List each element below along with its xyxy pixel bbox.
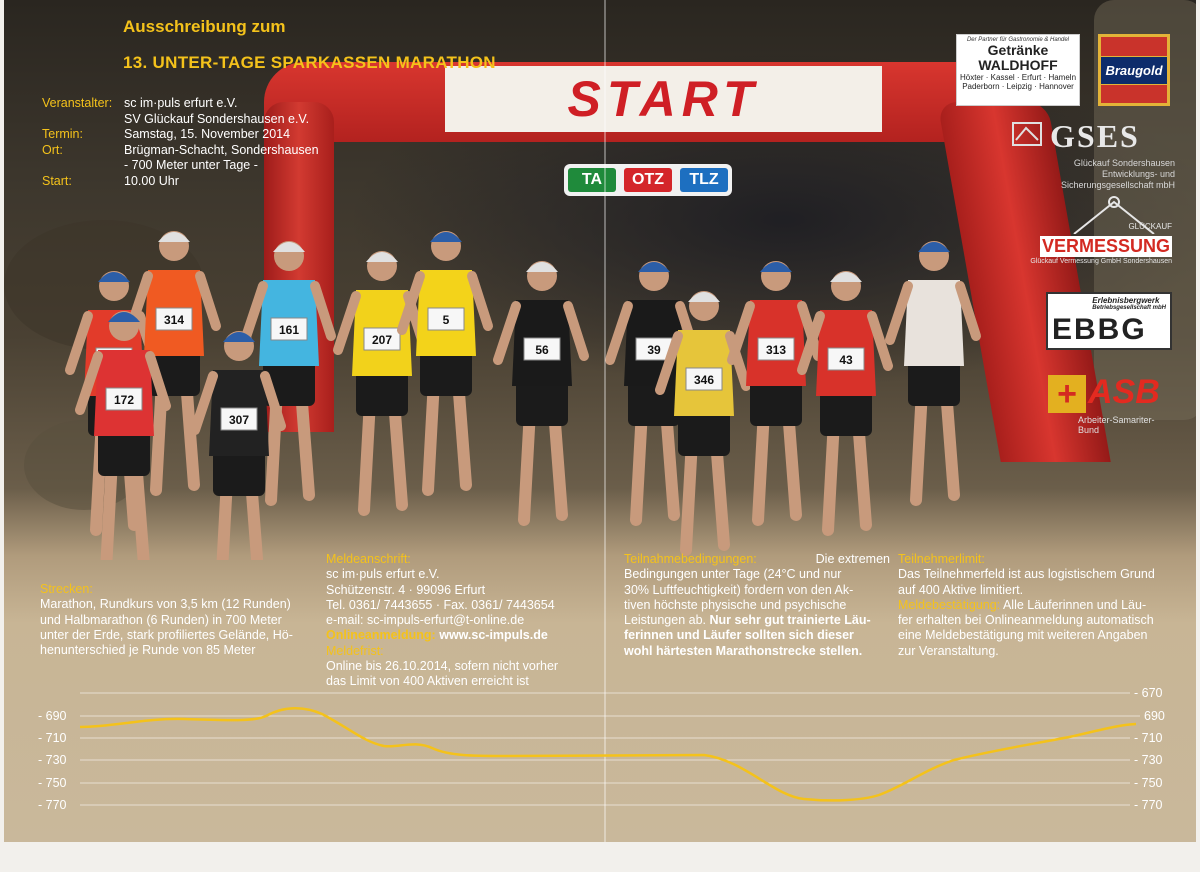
strecken-line: henunterschied je Runde von 85 Meter bbox=[40, 643, 256, 658]
info-value: 10.00 Uhr bbox=[124, 173, 179, 188]
runner-leg bbox=[758, 410, 764, 520]
limit-line: Das Teilnehmerfeld ist aus logistischem Grund bbox=[898, 567, 1155, 582]
runner-arm bbox=[498, 306, 516, 360]
melde-line: sc im·puls erfurt e.V. bbox=[326, 567, 440, 582]
ebbg-logo bbox=[1046, 292, 1172, 350]
online-label: Onlineanmeldung: bbox=[326, 628, 436, 643]
info-key: Start: bbox=[42, 173, 72, 188]
left-tick: - 750 bbox=[38, 776, 67, 790]
strecken-line: Marathon, Rundkurs von 3,5 km (12 Runden) bbox=[40, 597, 291, 612]
asb-sub: Arbeiter-Samariter-Bund bbox=[1078, 415, 1155, 435]
teilnahme-line: 30% Luftfeuchtigkeit) fordern von den Ak- bbox=[624, 582, 854, 597]
helmet-icon bbox=[430, 232, 462, 242]
tlz-logo: TLZ bbox=[680, 168, 728, 192]
teilnahme-heading: Teilnahmebedingungen: bbox=[624, 552, 757, 566]
confirm-heading: Meldebestätigung: bbox=[898, 597, 1001, 612]
race-bib-number: 307 bbox=[228, 413, 250, 427]
waldhoff-cities: Paderborn · Leipzig · Hannover bbox=[962, 82, 1074, 91]
right-tick: - 670 bbox=[1134, 686, 1163, 700]
runner bbox=[402, 231, 488, 490]
race-bib-number: 161 bbox=[278, 323, 300, 337]
frist-line: Online bis 26.10.2014, sofern nicht vorher bbox=[326, 659, 559, 674]
helmet-icon bbox=[526, 262, 558, 272]
helmet-icon bbox=[158, 232, 190, 242]
gses-logo bbox=[1010, 118, 1175, 188]
helmet-icon bbox=[760, 262, 792, 272]
melde-line: Tel. 0361/ 7443655 · Fax. 0361/ 7443654 bbox=[326, 597, 555, 612]
runner-arm bbox=[610, 306, 628, 360]
runner-arm bbox=[568, 306, 584, 356]
elevation-gridlines bbox=[80, 693, 1140, 805]
teilnahme-line: tiven höchste physische und psychische bbox=[624, 597, 847, 612]
runner-shirt bbox=[904, 280, 964, 366]
runner-leg bbox=[686, 440, 692, 550]
waldhoff-logo bbox=[956, 34, 1080, 106]
fold-crease bbox=[604, 0, 606, 842]
gses-sub bbox=[1010, 158, 1175, 191]
frist-line: das Limit von 400 Aktiven erreicht ist bbox=[326, 674, 529, 689]
runner-leg bbox=[636, 410, 642, 520]
right-tick: - 730 bbox=[1134, 753, 1163, 767]
info-organizer bbox=[42, 96, 319, 127]
section-teilnahme bbox=[624, 552, 890, 659]
runner-arm bbox=[70, 316, 88, 370]
start-label: START bbox=[567, 71, 760, 127]
ta-logo: TA bbox=[568, 168, 616, 192]
melde-line: Schützenstr. 4 · 99096 Erfurt bbox=[326, 582, 486, 597]
race-bib-number: 56 bbox=[535, 343, 549, 357]
info-date bbox=[42, 127, 319, 143]
runner bbox=[498, 261, 584, 520]
race-bib-number: 5 bbox=[442, 313, 450, 327]
strecken-heading: Strecken: bbox=[40, 582, 93, 596]
teilnahme-bold: ferinnen und Läufer sollten sich dieser bbox=[624, 628, 854, 643]
teilnahme-line: Leistungen ab. bbox=[624, 613, 707, 628]
confirm-line: fer erhalten bei Onlineanmeldung automatisch bbox=[898, 613, 1154, 628]
elevation-line bbox=[80, 708, 1136, 800]
gses-icon bbox=[1012, 122, 1042, 146]
melde-heading: Meldeanschrift: bbox=[326, 552, 411, 566]
online-url-link[interactable]: www.sc-impuls.de bbox=[439, 628, 548, 643]
announce-heading: Ausschreibung zum bbox=[123, 17, 286, 36]
left-tick: - 690 bbox=[38, 709, 67, 723]
info-value: SV Glückauf Sondershausen e.V. bbox=[124, 111, 310, 126]
event-title: 13. UNTER-TAGE SPARKASSEN MARATHON bbox=[123, 53, 496, 72]
frist-heading: Meldefrist: bbox=[326, 643, 384, 658]
teilnahme-bold: Nur sehr gut trainierte Läu- bbox=[709, 613, 871, 628]
runner-leg bbox=[916, 390, 922, 500]
helmet-icon bbox=[830, 272, 862, 282]
vermessung-logo bbox=[1024, 196, 1174, 268]
ebbg-name: EBBG bbox=[1052, 313, 1147, 346]
runner-leg bbox=[428, 380, 434, 490]
waldhoff-cities: Höxter · Kassel · Erfurt · Hameln bbox=[959, 73, 1077, 82]
right-tick: - 710 bbox=[1134, 731, 1163, 745]
info-value: Brügman-Schacht, Sondershausen bbox=[124, 142, 319, 157]
ebbg-top-line: Erlebnisbergwerk bbox=[1092, 296, 1160, 305]
vermessung-sub: Glückauf Vermessung GmbH Sondershausen bbox=[1030, 258, 1172, 265]
race-bib-number: 43 bbox=[839, 353, 853, 367]
vermessung-top: GLÜCKAUF bbox=[1128, 222, 1172, 231]
helmet-icon bbox=[688, 292, 720, 302]
waldhoff-tagline: Der Partner für Gastronomie & Handel bbox=[966, 37, 1070, 43]
strecken-line: unter der Erde, stark profiliertes Gelände, Hö- bbox=[40, 627, 293, 642]
limit-line: auf 400 Aktive limitiert. bbox=[898, 582, 1024, 597]
right-tick: 690 bbox=[1144, 709, 1165, 723]
confirm-line: Alle Läuferinnen und Läu- bbox=[1002, 597, 1147, 612]
right-tick: - 750 bbox=[1134, 776, 1163, 790]
runner-leg bbox=[364, 400, 370, 510]
confirm-line: eine Meldebestätigung mit weiteren Angaben bbox=[898, 628, 1148, 643]
left-tick: - 730 bbox=[38, 753, 67, 767]
runner-arm bbox=[960, 286, 976, 336]
helmet-icon bbox=[273, 242, 305, 252]
runner-arm bbox=[200, 276, 216, 326]
braugold-name: Braugold bbox=[1100, 56, 1167, 85]
info-value: sc im·puls erfurt e.V. bbox=[124, 96, 238, 110]
section-meldeanschrift bbox=[326, 552, 596, 690]
waldhoff-name: Getränke WALDHOFF bbox=[978, 42, 1058, 73]
teilnahme-line: Die extremen bbox=[815, 552, 890, 566]
helmet-icon bbox=[638, 262, 670, 272]
teilnahme-line: Bedingungen unter Tage (24°C und nur bbox=[624, 567, 842, 582]
info-key: Veranstalter: bbox=[42, 96, 113, 110]
event-info bbox=[42, 96, 319, 189]
asb-name: ASB bbox=[1088, 373, 1160, 411]
otz-logo: OTZ bbox=[624, 168, 672, 192]
runner bbox=[802, 271, 888, 530]
vermessung-name: VERMESSUNG bbox=[1041, 236, 1170, 256]
runner-arm bbox=[315, 286, 331, 336]
helmet-icon bbox=[98, 272, 130, 282]
limit-heading: Teilnehmerlimit: bbox=[898, 552, 985, 566]
runner-arm bbox=[245, 286, 263, 340]
confirm-line: zur Veranstaltung. bbox=[898, 643, 999, 658]
race-bib-number: 39 bbox=[647, 343, 661, 357]
ebbg-top bbox=[1092, 296, 1166, 311]
asb-logo bbox=[1048, 373, 1172, 435]
runner bbox=[890, 241, 976, 500]
helmet-icon bbox=[366, 252, 398, 262]
info-key: Termin: bbox=[42, 127, 83, 141]
race-bib-number: 346 bbox=[693, 373, 715, 387]
runner-arm bbox=[472, 276, 488, 326]
melde-email: e-mail: sc-impuls-erfurt@t-online.de bbox=[326, 613, 525, 628]
runner-leg bbox=[524, 410, 530, 520]
helmet-icon bbox=[918, 242, 950, 252]
ebbg-sub: Betriebsgesellschaft mbH bbox=[1092, 305, 1166, 311]
race-bib-number: 172 bbox=[113, 393, 135, 407]
braugold-logo bbox=[1098, 34, 1170, 106]
info-location bbox=[42, 143, 319, 174]
race-bib-number: 314 bbox=[163, 313, 185, 327]
section-strecken bbox=[40, 582, 312, 658]
gses-name: GSES bbox=[1050, 118, 1140, 154]
strecken-line: und Halbmarathon (6 Runden) in 700 Meter bbox=[40, 612, 282, 627]
gses-sub2: Entwicklungs- und Sicherungsgesellschaft mbH bbox=[1060, 169, 1175, 190]
gses-sub1: Glückauf Sondershausen bbox=[1073, 158, 1175, 168]
info-value: Samstag, 15. November 2014 bbox=[124, 127, 291, 141]
info-start bbox=[42, 174, 319, 190]
runner-arm bbox=[890, 286, 908, 340]
left-tick: - 710 bbox=[38, 731, 67, 745]
teilnahme-bold: wohl härtesten Marathonstrecke stellen. bbox=[624, 643, 863, 658]
runner-leg bbox=[828, 420, 834, 530]
race-bib-number: 313 bbox=[765, 343, 787, 357]
info-key: Ort: bbox=[42, 142, 63, 157]
runner-arm bbox=[732, 306, 750, 360]
right-tick: - 770 bbox=[1134, 798, 1163, 812]
race-bib-number: 207 bbox=[371, 333, 393, 347]
info-value: - 700 Meter unter Tage - bbox=[124, 158, 258, 172]
section-limit bbox=[898, 552, 1182, 659]
runner-arm bbox=[338, 296, 356, 350]
flyer-photo bbox=[4, 0, 1196, 842]
left-tick: - 770 bbox=[38, 798, 67, 812]
asb-cross-icon: + bbox=[1048, 375, 1086, 413]
